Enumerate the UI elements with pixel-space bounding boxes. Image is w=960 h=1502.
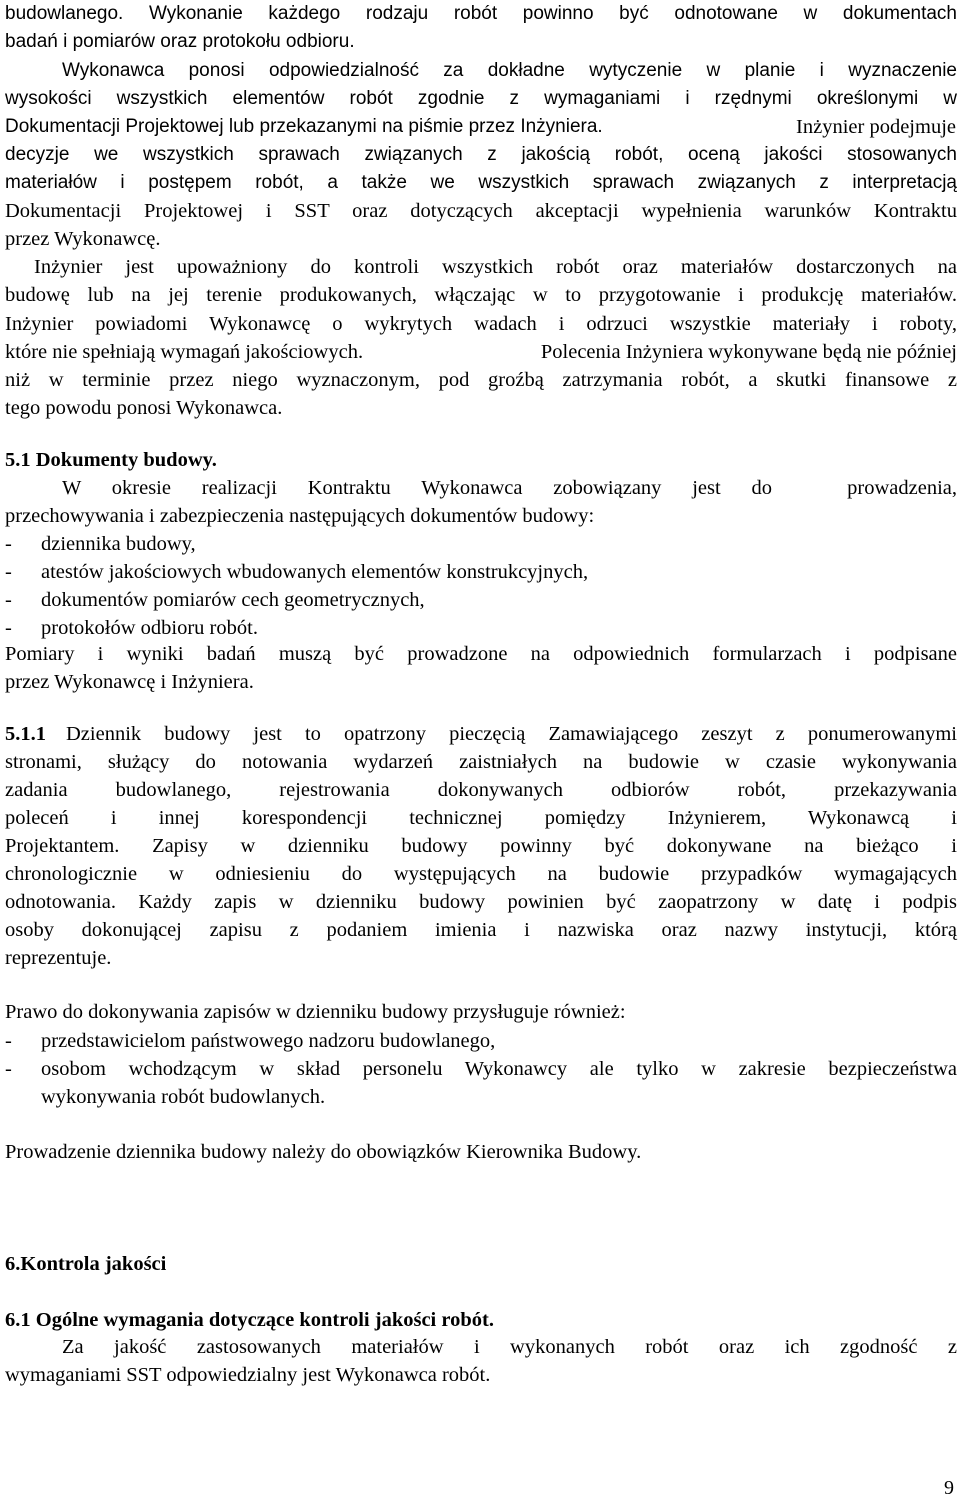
text-line: budowę lub na jej terenie produkowanych, włączając w to przygotowanie i produkcję materiałów.	[5, 284, 957, 306]
section-heading: 6.1 Ogólne wymagania dotyczące kontroli jakości robót.	[5, 1309, 494, 1331]
text-line: tego powodu ponosi Wykonawca.	[5, 397, 283, 419]
text-line: Dokumentacji Projektowej i SST oraz dotyczących akceptacji wypełnienia warunków Kontraktu	[5, 200, 957, 222]
text-line: Prawo do dokonywania zapisów w dzienniku budowy przysługuje również:	[5, 1001, 626, 1023]
text-line: Wykonawca ponosi odpowiedzialność za dokładne wytyczenie w planie i wyznaczenie	[62, 60, 957, 81]
list-dash: -	[5, 561, 12, 583]
text-line: W okresie realizacji Kontraktu Wykonawca zobowiązany jest do	[62, 477, 772, 499]
text-line: Dokumentacji Projektowej lub przekazanymi na piśmie przez Inżyniera.	[5, 116, 603, 137]
text-line: poleceń i innej korespondencji technicznej pomiędzy Inżynierem, Wykonawcą i	[5, 807, 957, 829]
text-line: Prowadzenie dziennika budowy należy do obowiązków Kierownika Budowy.	[5, 1141, 642, 1163]
text-line: materiałów i postępem robót, a także we wszystkich sprawach związanych z interpretacją	[5, 172, 957, 193]
section-heading: 6.Kontrola jakości	[5, 1253, 167, 1275]
text-line: chronologicznie w odniesieniu do występujących na budowie przypadków wymagających	[5, 863, 957, 885]
text-line: przez Wykonawcę i Inżyniera.	[5, 671, 254, 693]
list-item-text: dziennika budowy,	[41, 533, 196, 555]
text-line: reprezentuje.	[5, 947, 112, 969]
text-line: niż w terminie przez niego wyznaczonym, pod groźbą zatrzymania robót, a skutki finansowe z	[5, 369, 957, 391]
list-item-text: atestów jakościowych wbudowanych elementów konstrukcyjnych,	[41, 561, 589, 583]
list-item-text: dokumentów pomiarów cech geometrycznych,	[41, 589, 425, 611]
text-line: które nie spełniają wymagań jakościowych.	[5, 341, 364, 363]
text-line: decyzje we wszystkich sprawach związanych z jakością robót, oceną jakości stosowanych	[5, 144, 957, 165]
text-line: badań i pomiarów oraz protokołu odbioru.	[5, 31, 355, 52]
text-line: osoby dokonującej zapisu z podaniem imienia i nazwiska oraz nazwy instytucji, którą	[5, 919, 957, 941]
section-heading: 5.1 Dokumenty budowy.	[5, 449, 217, 471]
text-line: odnotowania. Każdy zapis w dzienniku budowy powinien być zaopatrzony w datę i podpis	[5, 891, 957, 913]
text-line: prowadzenia,	[847, 477, 957, 499]
list-dash: -	[5, 589, 12, 611]
text-line: zadania budowlanego, rejestrowania dokonywanych odbiorów robót, przekazywania	[5, 779, 957, 801]
text-line: Inżynier podejmuje	[796, 116, 956, 138]
section-number: 5.1.1	[5, 723, 46, 745]
text-line: Dziennik budowy jest to opatrzony pieczęcią Zamawiającego zeszyt z ponumerowanymi	[66, 723, 957, 745]
text-line: Za jakość zastosowanych materiałów i wykonanych robót oraz ich zgodność z	[62, 1336, 957, 1358]
text-line: wykonywania robót budowlanych.	[41, 1086, 326, 1108]
list-item-text: osobom wchodzącym w skład personelu Wykonawcy ale tylko w zakresie bezpieczeństwa	[41, 1058, 957, 1080]
text-line: Pomiary i wyniki badań muszą być prowadzone na odpowiednich formularzach i podpisane	[5, 643, 957, 665]
list-item-text: przedstawicielom państwowego nadzoru budowlanego,	[41, 1030, 496, 1052]
list-item-text: protokołów odbioru robót.	[41, 617, 258, 639]
text-line: przechowywania i zabezpieczenia następujących dokumentów budowy:	[5, 505, 595, 527]
text-line: budowlanego. Wykonanie każdego rodzaju robót powinno być odnotowane w dokumentach	[5, 3, 957, 24]
text-line: przez Wykonawcę.	[5, 228, 161, 250]
text-line: Inżynier powiadomi Wykonawcę o wykrytych wadach i odrzuci wszystkie materiały i roboty,	[5, 313, 957, 335]
list-dash: -	[5, 617, 12, 639]
text-line: Polecenia Inżyniera wykonywane będą nie później	[540, 341, 957, 363]
text-line: Inżynier jest upoważniony do kontroli wszystkich robót oraz materiałów dostarczonych na	[34, 256, 957, 278]
page-number: 9	[944, 1477, 954, 1499]
list-dash: -	[5, 1030, 12, 1052]
list-dash: -	[5, 533, 12, 555]
list-dash: -	[5, 1058, 12, 1080]
text-line: wymaganiami SST odpowiedzialny jest Wykonawca robót.	[5, 1364, 491, 1386]
text-line: stronami, służący do notowania wydarzeń zaistniałych na budowie w czasie wykonywania	[5, 751, 957, 773]
text-line: Projektantem. Zapisy w dzienniku budowy powinny być dokonywane na bieżąco i	[5, 835, 957, 857]
text-line: wysokości wszystkich elementów robót zgodnie z wymaganiami i rzędnymi określonymi w	[5, 88, 957, 109]
